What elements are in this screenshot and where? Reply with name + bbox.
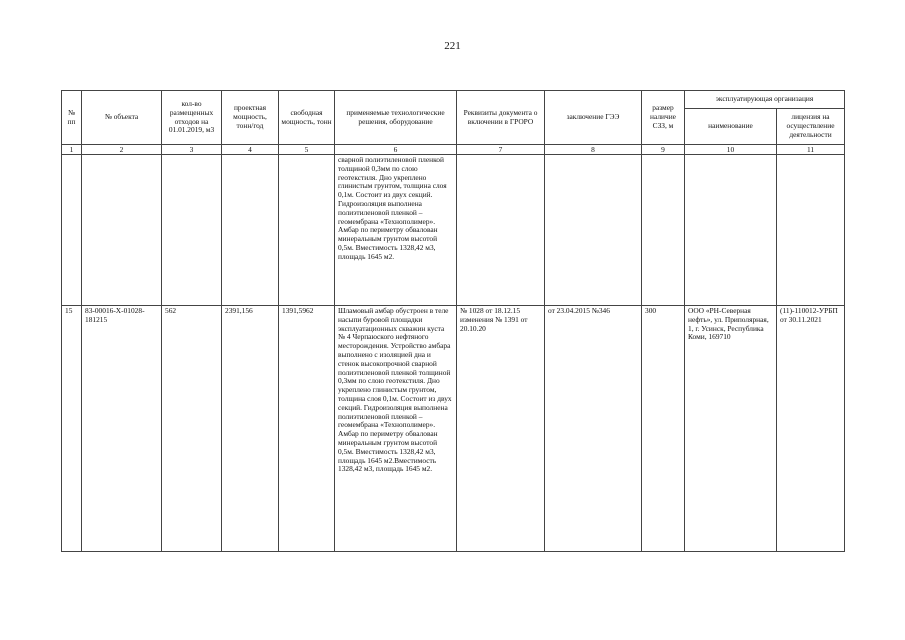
header-doc: Реквизиты документа о включении в ГРОРО [457,91,545,145]
cell-free-capacity [279,155,335,306]
header-gee: заключение ГЭЭ [545,91,642,145]
cell-org-name [685,155,777,306]
header-row [62,91,845,109]
cell-license: (11)-110012-УРБП от 30.11.2021 [777,306,845,552]
cell-tech: сварной полиэтиленовой пленкой толщиной 0,3мм по слою геотекстиля. Дно укреплено глинистым грунтом, толщина слоя 0,1м. Состоит из двух секций. Гидроизоляция выполнена полиэтиленовой пленкой – геомембрана «Технополимер». Амбар по периметру обвалован минеральным грунтом высотой 0,5м. Вместимость 1328,42 м3, площадь 1645 м2. [335,155,457,306]
column-number: 5 [279,145,335,155]
column-number: 9 [642,145,685,155]
header-szz: размер наличие СЗЗ, м [642,91,685,145]
column-number: 3 [162,145,222,155]
cell-object-no: 83-00016-Х-01028-181215 [82,306,162,552]
cell-doc: № 1028 от 18.12.15 изменения № 1391 от 20.10.20 [457,306,545,552]
column-number: 2 [82,145,162,155]
column-number: 10 [685,145,777,155]
cell-object-no [82,155,162,306]
cell-gee [545,155,642,306]
page-number: 221 [444,40,461,52]
cell-waste-qty [162,155,222,306]
header-object-no: № объекта [82,91,162,145]
header-num: № пп [62,91,82,145]
cell-doc [457,155,545,306]
header-waste-qty: кол-во размещенных отходов на 01.01.2019, м3 [162,91,222,145]
cell-tech: Шламовый амбар обустроен в теле насыпи буровой площадки эксплуатационных скважин куста № 4 Черпаюского нефтяного месторождения. Устройство амбара выполнено с изоляцией дна и стенок высокопрочной сварной полиэтиленовой пленкой толщиной 0,3мм по слою геотекстиля. Дно укреплено глинистым грунтом, толщина слоя 0,1м. Состоит из двух секций. Гидроизоляция выполнена полиэтиленовой пленкой – геомембрана «Технополимер». Амбар по периметру обвалован минеральным грунтом высотой 0,5м. Вместимость 1328,42 м3, площадь 1645 м2.Вместимость 1328,42 м3, площадь 1645 м2. [335,306,457,552]
header-org-name: наименование [685,109,777,145]
header-design-capacity: проектная мощность, тонн/год [222,91,279,145]
cell-design-capacity: 2391,156 [222,306,279,552]
header-free-capacity: свободная мощность, тонн [279,91,335,145]
cell-design-capacity [222,155,279,306]
cell-gee: от 23.04.2015 №346 [545,306,642,552]
column-number: 7 [457,145,545,155]
table-row [62,306,845,552]
cell-szz [642,155,685,306]
column-numbers-row [62,145,845,155]
column-number: 11 [777,145,845,155]
cell-org-name: ООО «РН-Северная нефть», ул. Приполярная, 1, г. Усинск, Республика Коми, 169710 [685,306,777,552]
cell-license [777,155,845,306]
table-row [62,155,845,306]
header-org-group: эксплуатирующая организация [685,91,845,109]
column-number: 8 [545,145,642,155]
header-tech: применяемые технологические решения, оборудование [335,91,457,145]
column-number: 4 [222,145,279,155]
header-license: лицензия на осуществление деятельности [777,109,845,145]
column-number: 1 [62,145,82,155]
cell-waste-qty: 562 [162,306,222,552]
cell-num [62,155,82,306]
cell-num: 15 [62,306,82,552]
cell-szz: 300 [642,306,685,552]
waste-facilities-table [61,90,845,552]
cell-free-capacity: 1391,5962 [279,306,335,552]
column-number: 6 [335,145,457,155]
